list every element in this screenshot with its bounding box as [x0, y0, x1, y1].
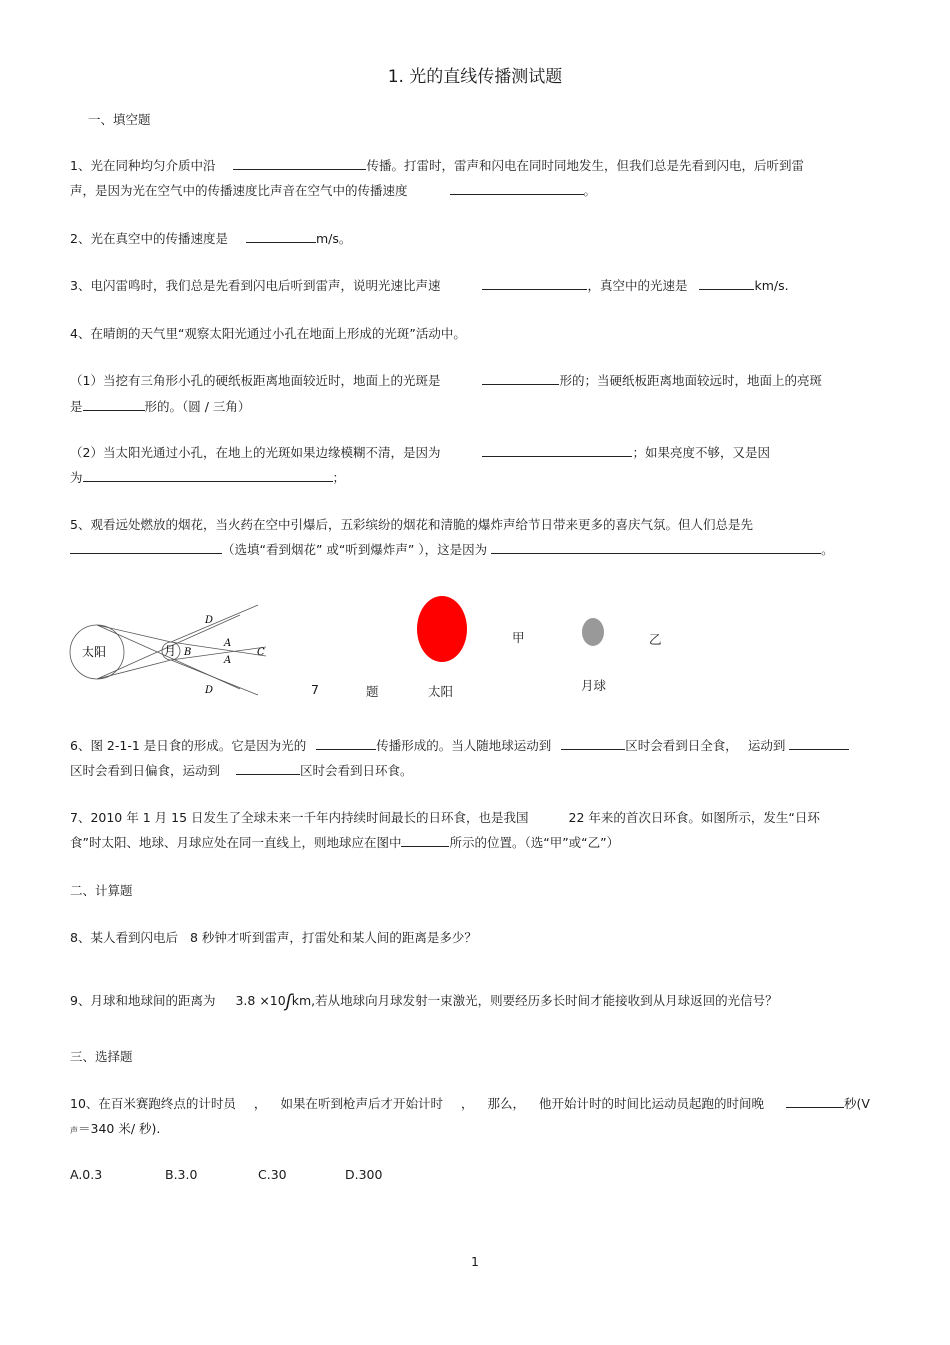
q5-blank-1[interactable]: [70, 540, 222, 554]
section-heading-choice: 三、选择题: [70, 1049, 133, 1064]
q6-text-e: 区时会看到日偏食，运动到: [70, 763, 221, 778]
q10-blank[interactable]: [786, 1094, 844, 1108]
q4-p2-text-d: ；: [332, 470, 346, 485]
q8-text-a: 8、某人看到闪电后: [70, 930, 178, 945]
question-7-line-1: [70, 808, 820, 826]
question-8: [70, 928, 477, 946]
q9-text-b: 3.8 ×10: [235, 993, 286, 1008]
sun-red-disc: [410, 590, 480, 675]
q6-blank-4[interactable]: [236, 761, 300, 775]
figure-yi-label: 乙: [649, 632, 662, 647]
q6-text-a: 6、图 2-1-1 是日食的形成。它是因为光的: [70, 738, 307, 753]
q2-blank[interactable]: [246, 229, 316, 243]
q1-text-d: 。: [583, 183, 597, 198]
q7-text-a: 7、2010 年 1 月 15 日发生了全球未来一千年内持续时间最长的日环食，也是我国: [70, 810, 529, 825]
q7-text-c: 食”时太阳、地球、月球应处在同一直线上，则地球应在图中: [70, 835, 402, 850]
q8-text-b: 8 秒钟才听到雷声，打雷处和某人间的距离是多少？: [189, 930, 477, 945]
q1-text-a: 1、光在同种均匀介质中沿: [70, 158, 216, 173]
q10-text-b: ，: [253, 1096, 267, 1111]
figure-caption-number: 7: [311, 682, 319, 697]
q10-text-e: 那么，: [487, 1096, 525, 1111]
region-a-bottom-label: A: [224, 655, 232, 666]
q1-blank-1[interactable]: [233, 156, 366, 170]
page-number: 1: [471, 1254, 479, 1269]
figure-sun-label: 太阳: [428, 684, 454, 699]
q4-p2-text-c: 为: [70, 470, 83, 485]
solar-eclipse-diagram: [60, 595, 290, 700]
section-heading-calc: 二、计算题: [70, 883, 133, 898]
question-6-line-2: [70, 761, 413, 779]
q4-p1-text-d: 形的。（圆 / 三角）: [144, 399, 251, 414]
option-c[interactable]: C.30: [258, 1167, 287, 1182]
q6-text-c: 区时会看到日全食，: [625, 738, 738, 753]
region-d-top-label: D: [205, 615, 214, 626]
question-10-line-2: [70, 1119, 160, 1137]
q6-blank-3[interactable]: [789, 736, 849, 750]
moon-gray-disc: [578, 612, 608, 650]
q4-p2-text-b: ；如果亮度不够，又是因: [632, 445, 770, 460]
section-heading-fill: 一、填空题: [88, 112, 151, 127]
figure-jia-label: 甲: [512, 630, 525, 645]
q3-text-c: km/s.: [754, 278, 789, 293]
q10-text-h: ＝340 米/ 秒).: [78, 1121, 161, 1136]
moon-label: 月: [164, 644, 177, 658]
q10-text-c: 如果在听到枪声后才开始计时: [280, 1096, 443, 1111]
q4-p1-text-c: 是: [70, 399, 83, 414]
question-4-part-1-line-1: [70, 371, 822, 389]
q4-p2-blank-1[interactable]: [482, 443, 632, 457]
question-7-line-2: [70, 833, 619, 851]
option-b[interactable]: B.3.0: [165, 1167, 198, 1182]
q1-text-c: 声，是因为光在空气中的传播速度比声音在空气中的传播速度: [70, 183, 408, 198]
question-4-stem: 4、在晴朗的天气里“观察太阳光通过小孔在地面上形成的光斑”活动中。: [70, 326, 466, 341]
question-1-line-1: [70, 156, 804, 174]
q4-p2-blank-2[interactable]: [83, 468, 333, 482]
question-3: [70, 276, 789, 294]
q10-text-g: 秒(V: [844, 1096, 870, 1111]
question-1-line-2: [70, 181, 596, 199]
question-10-line-1: [70, 1094, 870, 1112]
q6-text-d: 运动到: [747, 738, 786, 753]
q3-blank-1[interactable]: [482, 276, 587, 290]
q4-p2-text-a: （2）当太阳光通过小孔，在地上的光斑如果边缘模糊不清，是因为: [70, 445, 441, 460]
q9-text-c: km,若从地球向月球发射一束激光，则要经历多长时间才能接收到从月球返回的光信号？: [291, 993, 778, 1008]
question-5-line-1: 5、观看远处燃放的烟花，当火药在空中引爆后，五彩缤纷的烟花和清脆的爆炸声给节日带来更多的喜庆气氛。但人们总是先: [70, 517, 753, 532]
q1-blank-2[interactable]: [450, 181, 584, 195]
q3-blank-2[interactable]: [699, 276, 754, 290]
sun-label: 太阳: [82, 645, 107, 659]
q4-p1-text-b: 形的；当硬纸板距离地面较远时，地面上的亮斑: [559, 373, 822, 388]
q4-p1-blank-1[interactable]: [482, 371, 559, 385]
q6-text-f: 区时会看到日环食。: [300, 763, 413, 778]
region-d-bottom-label: D: [205, 685, 214, 696]
q10-text-d: ，: [460, 1096, 474, 1111]
question-5-line-2: [70, 540, 834, 558]
page-title: 1. 光的直线传播测试题: [387, 67, 563, 87]
q7-blank[interactable]: [401, 833, 449, 847]
q10-text-f: 他开始计时的时间比运动员起跑的时间晚: [538, 1096, 764, 1111]
q6-blank-1[interactable]: [316, 736, 376, 750]
q5-text-b: （选填“看到烟花” 或“听到爆炸声” ），这是因为: [222, 542, 488, 557]
q7-text-b: 22 年来的首次日环食。如图所示，发生“日环: [568, 810, 820, 825]
q3-text-b: ，真空中的光速是: [587, 278, 688, 293]
q2-text-a: 2、光在真空中的传播速度是: [70, 231, 228, 246]
question-4-part-2-line-2: [70, 468, 345, 486]
q10-subscript: 声: [70, 1126, 78, 1135]
q1-text-b: 传播。打雷时，雷声和闪电在同时同地发生，但我们总是先看到闪电，后听到雷: [366, 158, 804, 173]
figure-caption-ti: 题: [366, 684, 379, 699]
q2-text-b: m/s。: [315, 231, 352, 246]
superscript-glyph: ʃ: [285, 991, 292, 1012]
option-a[interactable]: A.0.3: [70, 1167, 103, 1182]
q6-text-b: 传播形成的。当人随地球运动到: [376, 738, 552, 753]
question-4-part-1-line-2: [70, 397, 250, 415]
figure-moon-label: 月球: [581, 678, 607, 693]
question-6-line-1: [70, 736, 849, 754]
q7-text-d: 所示的位置。（选“甲”或“乙”）: [449, 835, 620, 850]
question-9: [70, 991, 778, 1012]
q4-p1-blank-2[interactable]: [83, 397, 145, 411]
option-d[interactable]: D.300: [345, 1167, 383, 1182]
region-b-label: B: [184, 647, 192, 658]
region-a-top-label: A: [224, 638, 232, 649]
q9-text-a: 9、月球和地球间的距离为: [70, 993, 216, 1008]
question-2: [70, 229, 351, 247]
q10-text-a: 10、在百米赛跑终点的计时员: [70, 1096, 236, 1111]
question-4-part-2-line-1: [70, 443, 770, 461]
q5-blank-2[interactable]: [491, 540, 821, 554]
region-c-label: C: [257, 647, 265, 658]
q6-blank-2[interactable]: [561, 736, 625, 750]
q4-p1-text-a: （1）当挖有三角形小孔的硬纸板距离地面较近时，地面上的光斑是: [70, 373, 441, 388]
q5-text-c: 。: [821, 542, 834, 557]
q3-text-a: 3、电闪雷鸣时，我们总是先看到闪电后听到雷声，说明光速比声速: [70, 278, 441, 293]
